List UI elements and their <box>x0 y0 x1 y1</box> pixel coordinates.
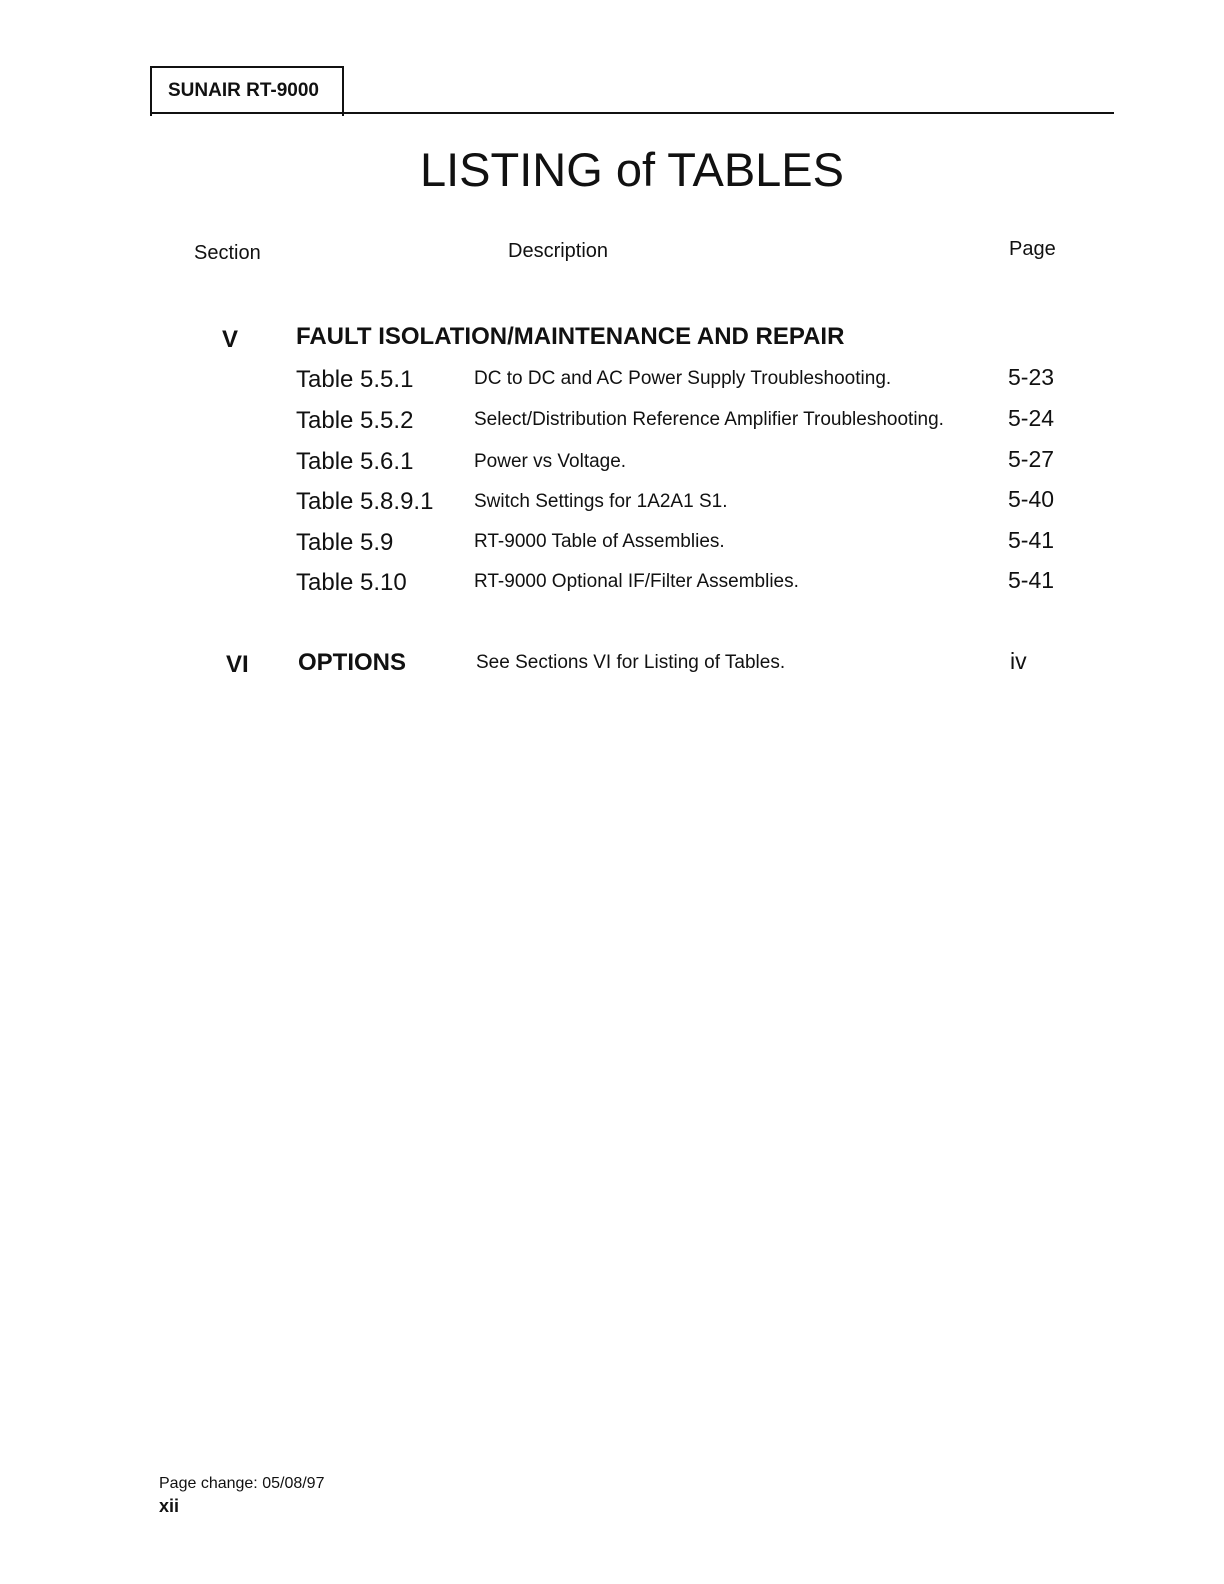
section-page: iv <box>1010 648 1027 674</box>
section-number: V <box>222 326 239 353</box>
section-title: OPTIONS <box>298 649 407 676</box>
table-number: Table 5.5.2 <box>296 407 414 434</box>
table-number: Table 5.6.1 <box>296 448 414 475</box>
page-title: LISTING of TABLES <box>419 143 845 196</box>
header-rule <box>150 112 1114 114</box>
section-number: VI <box>226 651 249 678</box>
table-number: Table 5.5.1 <box>296 366 414 393</box>
table-page: 5-41 <box>1008 567 1055 593</box>
table-page: 5-40 <box>1008 486 1055 512</box>
table-page: 5-23 <box>1008 364 1055 390</box>
column-header-section: Section <box>194 242 261 264</box>
table-page: 5-24 <box>1008 405 1055 431</box>
table-description: RT-9000 Optional IF/Filter Assemblies. <box>474 571 799 592</box>
table-number: Table 5.10 <box>296 569 407 596</box>
column-header-description: Description <box>508 240 609 262</box>
section-description: See Sections VI for Listing of Tables. <box>476 652 786 673</box>
footer-page-number: xii <box>159 1496 180 1516</box>
column-header-page: Page <box>1009 238 1056 260</box>
header-label: SUNAIR RT-9000 <box>168 80 319 101</box>
table-page: 5-27 <box>1008 446 1055 472</box>
section-title: FAULT ISOLATION/MAINTENANCE AND REPAIR <box>296 323 845 350</box>
table-description: Switch Settings for 1A2A1 S1. <box>474 491 728 512</box>
table-description: Select/Distribution Reference Amplifier Troubleshooting. <box>474 409 944 430</box>
table-description: DC to DC and AC Power Supply Troubleshooting. <box>474 368 892 389</box>
table-number: Table 5.8.9.1 <box>296 488 434 515</box>
table-number: Table 5.9 <box>296 529 394 556</box>
table-description: RT-9000 Table of Assemblies. <box>474 531 725 552</box>
footer-page-change: Page change: 05/08/97 <box>159 1475 325 1492</box>
table-description: Power vs Voltage. <box>474 451 627 472</box>
table-page: 5-41 <box>1008 527 1055 553</box>
